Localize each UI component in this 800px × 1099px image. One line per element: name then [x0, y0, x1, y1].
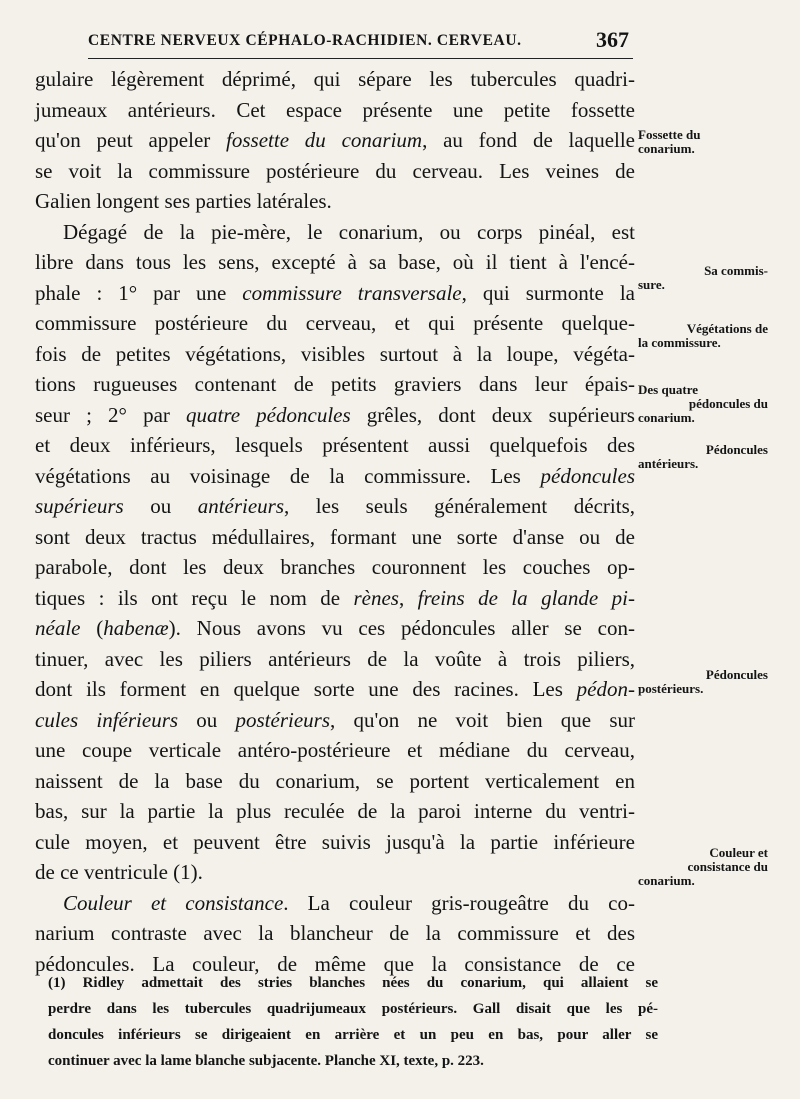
text-line: Dégagé de la pie-mère, le conarium, ou corps pinéal, est [63, 219, 635, 244]
text-line: de ce ventricule (1). [35, 860, 203, 884]
margin-note-pedoncules: Des quatre pédoncules du conarium. [638, 382, 768, 425]
text-line: cule moyen, et peuvent être suivis jusqu'à la partie inférieure [35, 829, 635, 854]
text-line: gulaire légèrement déprimé, qui sépare les tubercules quadri- [35, 67, 635, 91]
footnote-line: doncules inférieurs se dirigeaient en arrière et un peu en bas, pour aller se [48, 1027, 658, 1043]
text-line: pédoncules. La couleur, de même que la consistance de ce [35, 951, 635, 976]
text-line: qu'on peut appeler fossette du conarium, au fond de laquelle [35, 128, 636, 152]
text-line: sont deux tractus médullaires, formant une sorte d'anse ou de [35, 524, 635, 549]
text-line: se voit la commissure postérieure du cerveau. Les veines de [35, 158, 635, 183]
text-line: fois de petites végétations, visibles surtout à la loupe, végéta- [35, 341, 635, 366]
footnote-line: perdre dans les tubercules quadrijumeaux postérieurs. Gall disait que les pé- [48, 1001, 658, 1017]
text-line: une coupe verticale antéro-postérieure et médiane du cerveau, [35, 738, 635, 762]
text-line: supérieurs ou antérieurs, les seuls généralement décrits, [35, 494, 635, 518]
text-line: et deux inférieurs, lesquels présentent aussi quelquefois des [35, 433, 635, 457]
text-line: cules inférieurs ou postérieurs, qu'on ne voit bien que sur [35, 707, 636, 732]
margin-note-vegetations: Végétations de la commissure. [638, 321, 768, 350]
text-line: jumeaux antérieurs. Cet espace présente une petite fossette [35, 97, 635, 122]
text-line: végétations au voisinage de la commissure. Les pédoncules [35, 463, 635, 488]
text-line: phale : 1° par une commissure transversale, qui surmonte la [35, 280, 635, 305]
text-line: naissent de la base du conarium, se portent verticalement en [35, 768, 635, 793]
margin-note-couleur: Couleur et consistance du conarium. [638, 845, 768, 888]
text-line: parabole, dont les deux branches couronnent les couches op- [35, 555, 635, 579]
text-line: tiques : ils ont reçu le nom de rènes, freins de la glande pi- [35, 585, 636, 610]
margin-note-fossette: Fossette du conarium. [638, 127, 701, 156]
running-title: CENTRE NERVEUX CÉPHALO-RACHIDIEN. CERVEAU. [88, 32, 522, 49]
text-line: néale (habenæ). Nous avons vu ces pédoncules aller se con- [35, 616, 635, 640]
text-line: libre dans tous les sens, excepté à sa base, où il tient à l'encé- [35, 250, 635, 274]
text-line: bas, sur la partie la plus reculée de la paroi interne du ventri- [35, 799, 635, 823]
running-header [88, 27, 633, 59]
text-line: dont ils forment en quelque sorte une des racines. Les pédon- [35, 677, 635, 701]
text-line: tions rugueuses contenant de petits graviers dans leur épais- [35, 372, 635, 396]
margin-note-commissure: Sa commis- sure. [638, 263, 768, 292]
footnote-line: (1) Ridley admettait des stries blanches nées du conarium, qui allaient se [48, 975, 658, 991]
text-line: narium contraste avec la blancheur de la commissure et des [35, 921, 635, 945]
main-text [35, 64, 635, 979]
margin-note-anterieurs: Pédoncules antérieurs. [638, 442, 768, 471]
text-line: Couleur et consistance. La couleur gris-rougeâtre du co- [63, 890, 635, 915]
text-line: Galien longent ses parties latérales. [35, 189, 332, 213]
page-number: 367 [596, 27, 629, 52]
text-line: tinuer, avec les piliers antérieurs de la voûte à trois piliers, [35, 646, 635, 671]
bleed-through-texture [665, 70, 790, 950]
footnotes [48, 970, 658, 1074]
text-line: seur ; 2° par quatre pédoncules grêles, dont deux supérieurs [35, 402, 635, 427]
footnote-line: continuer avec la lame blanche subjacente. Planche XI, texte, p. 223. [48, 1053, 484, 1069]
margin-note-posterieurs: Pédoncules postérieurs. [638, 667, 768, 696]
text-line: commissure postérieure du cerveau, et qui présente quelque- [35, 311, 635, 335]
